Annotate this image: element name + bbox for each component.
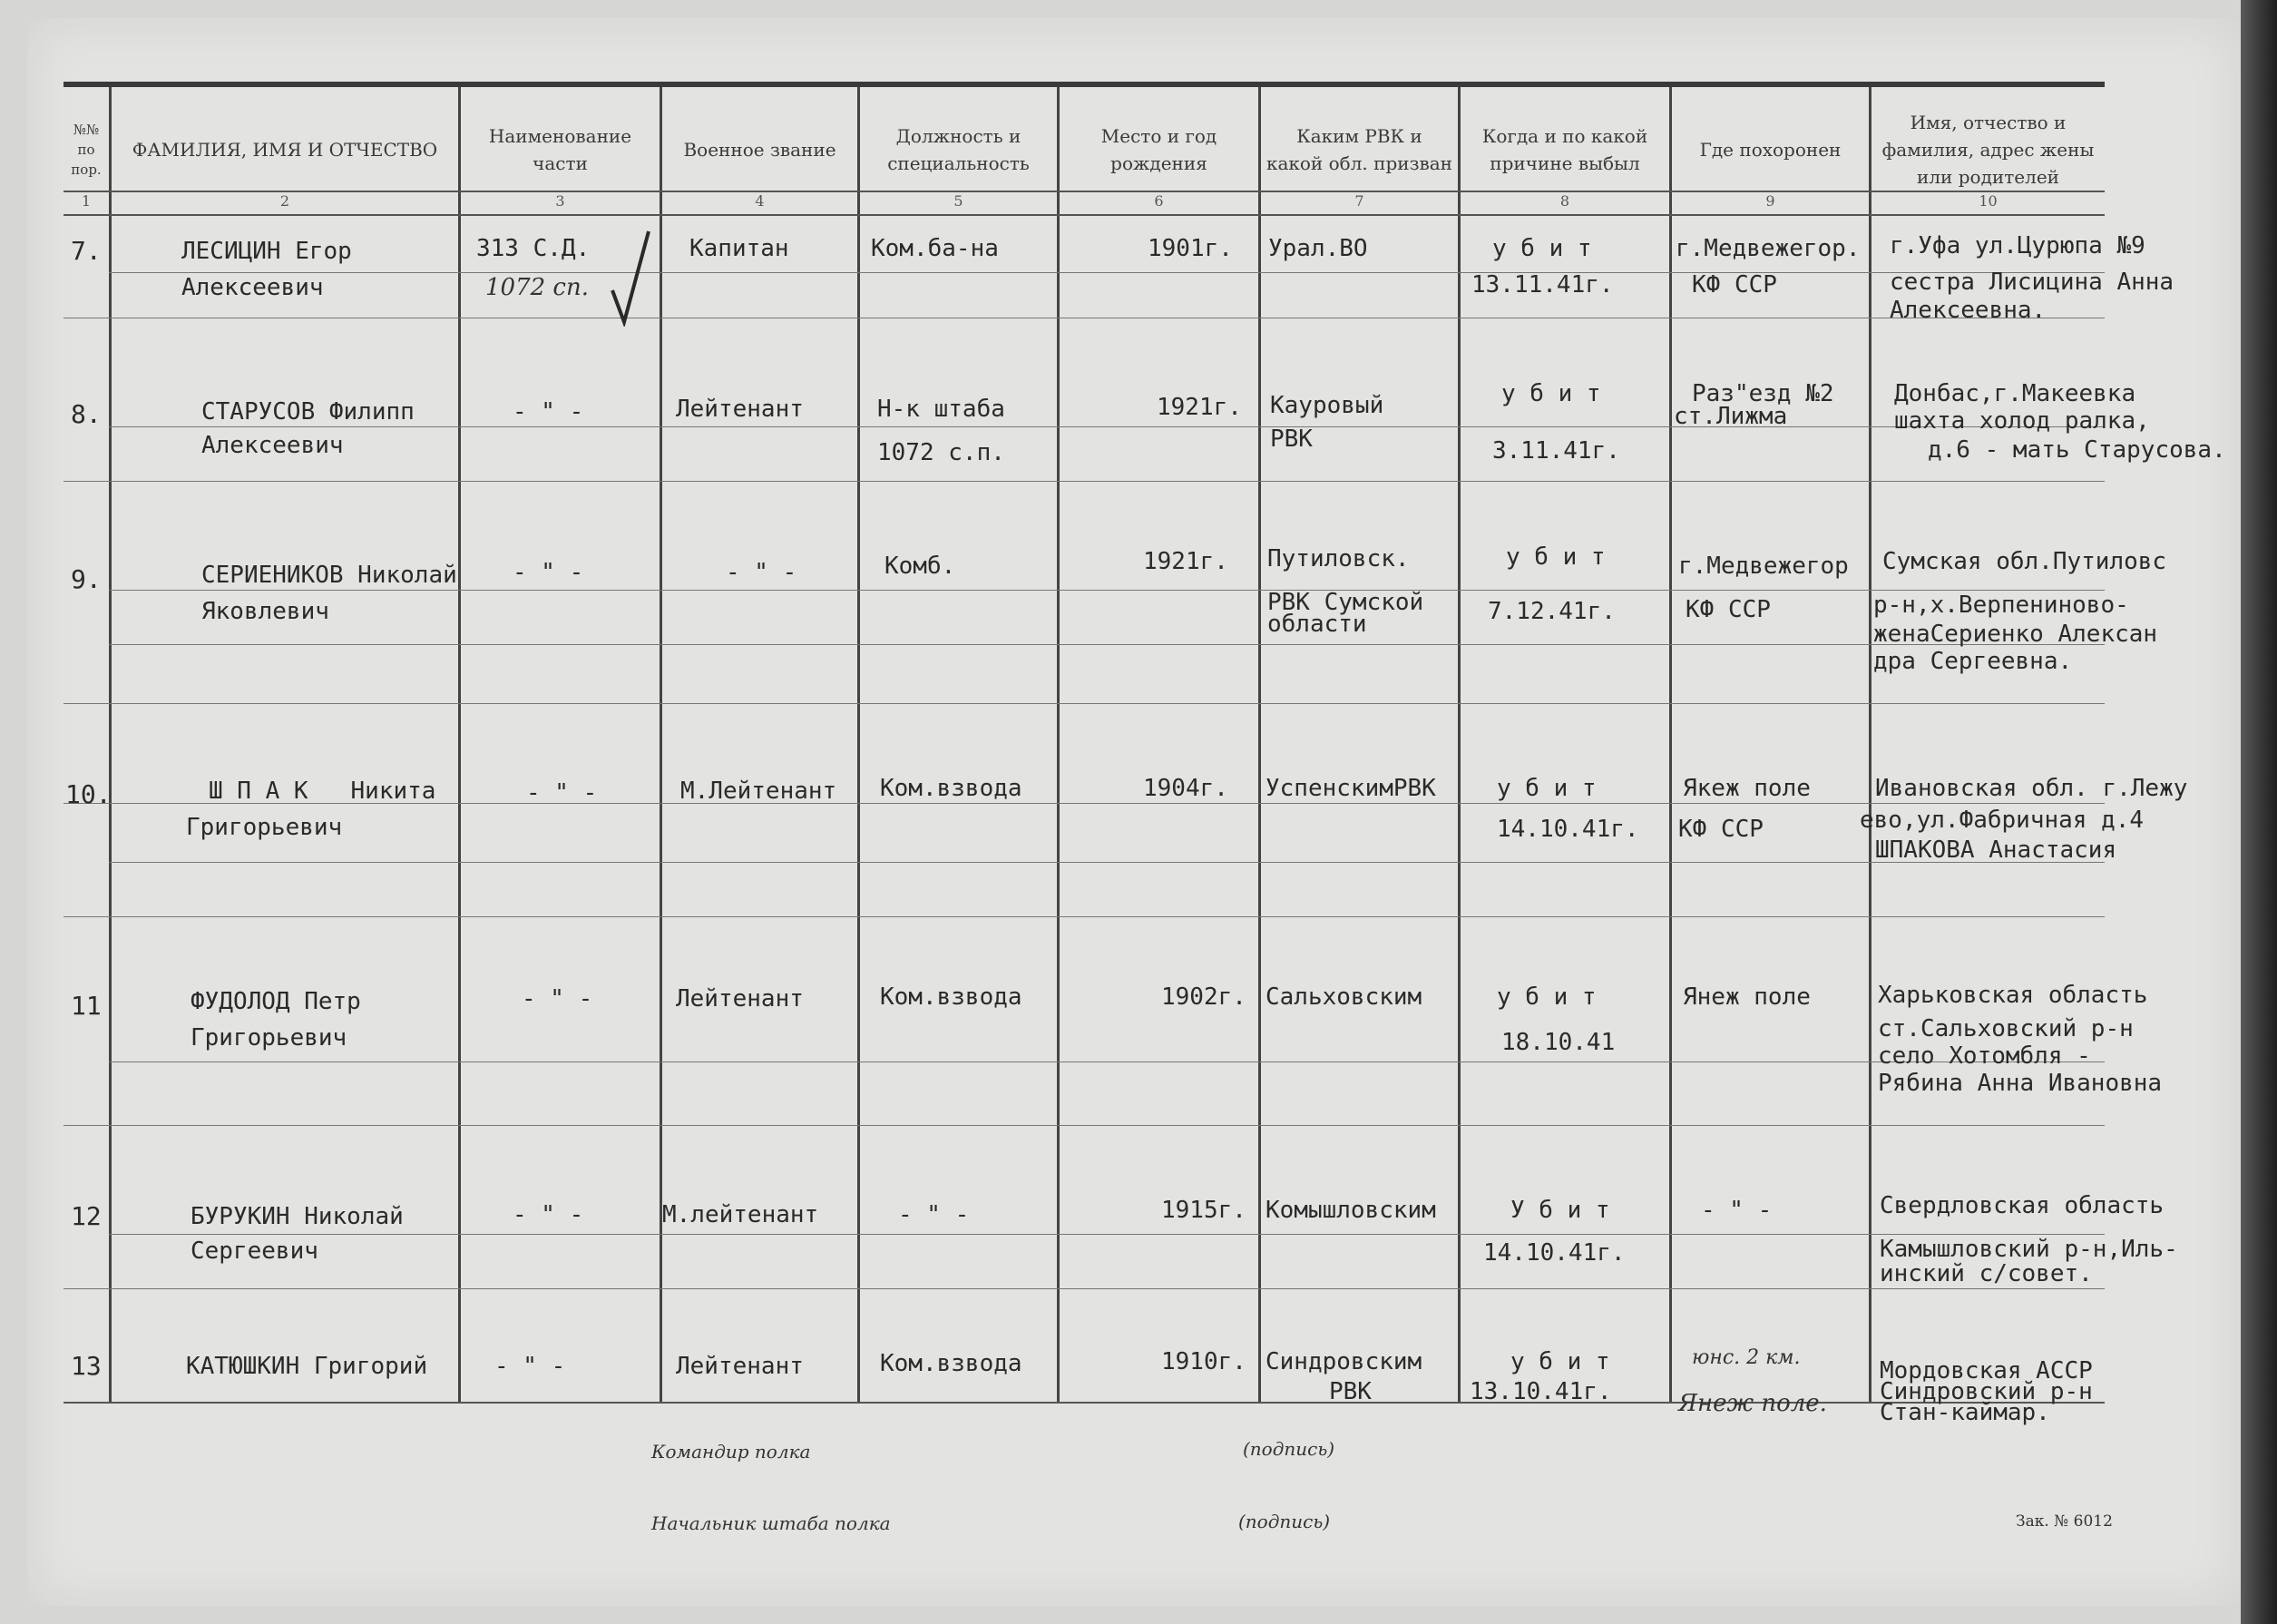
header-relatives: Имя, отчество и фамилия, адрес жены или родителей xyxy=(1881,112,2095,188)
rvk-detail: РВК xyxy=(1270,426,1313,453)
soldier-name: БУРУКИН Николай xyxy=(191,1203,404,1230)
burial-place: г.Медвежегор xyxy=(1678,553,1849,580)
date: 13.11.41г. xyxy=(1471,271,1614,298)
rvk-detail: РВК xyxy=(1329,1378,1372,1405)
birth-year: 1901г. xyxy=(1148,235,1233,262)
date: 14.10.41г. xyxy=(1483,1239,1626,1267)
date: 3.11.41г. xyxy=(1492,437,1620,465)
position-detail: 1072 с.п. xyxy=(877,439,1005,466)
row-rule xyxy=(64,916,2105,917)
col-divider xyxy=(857,87,860,1403)
soldier-name: СТАРУСОВ Филипп xyxy=(201,398,415,426)
row-number: 12 xyxy=(71,1201,102,1231)
burial-region-handwritten: Янеж поле. xyxy=(1678,1390,1827,1417)
rvk: Урал.ВО xyxy=(1268,235,1368,262)
rvk-detail: области xyxy=(1267,611,1367,638)
birth-year: 1910г. xyxy=(1161,1348,1246,1375)
col-divider xyxy=(109,87,112,1403)
header-num: №№ по пор. xyxy=(71,122,102,178)
checkmark-icon xyxy=(608,227,653,327)
soldier-patronymic: Григорьевич xyxy=(186,814,343,841)
column-number: 3 xyxy=(555,192,565,210)
rvk: Синдровским xyxy=(1266,1348,1422,1375)
relatives-line: Мордовская АССР xyxy=(1880,1357,2093,1384)
header-rule xyxy=(64,214,2105,216)
burial-region: КФ ССР xyxy=(1686,596,1771,623)
scan-edge xyxy=(2241,0,2277,1624)
column-number: 5 xyxy=(953,192,963,210)
rank: Лейтенант xyxy=(676,1353,804,1380)
burial-place: Раз"езд №2 xyxy=(1692,380,1834,407)
birth-year: 1902г. xyxy=(1161,983,1246,1011)
column-number: 7 xyxy=(1354,192,1364,210)
column-number: 2 xyxy=(279,192,290,210)
unit-name: 313 С.Д. xyxy=(476,235,591,262)
relatives-line: Свердловская область xyxy=(1880,1192,2165,1219)
row-number: 8. xyxy=(71,399,102,429)
unit-name: - " - xyxy=(513,1201,584,1228)
rank: - " - xyxy=(726,559,797,586)
soldier-name: ФУДОЛОД Петр xyxy=(191,988,361,1015)
row-rule xyxy=(109,1061,2105,1062)
row-rule xyxy=(64,1125,2105,1126)
unit-name: - " - xyxy=(513,559,584,586)
reason: у б и т xyxy=(1506,543,1606,571)
column-number: 6 xyxy=(1154,192,1164,210)
header-rvk: Каким РВК и какой обл. призван xyxy=(1266,125,1453,174)
row-number: 13 xyxy=(71,1351,102,1381)
column-number: 1 xyxy=(81,192,92,210)
soldier-patronymic: Сергеевич xyxy=(191,1238,318,1265)
relatives-line: Синдровский р-н xyxy=(1880,1378,2093,1405)
relatives-line: Алексеевна. xyxy=(1890,297,2047,324)
row-number: 10. xyxy=(65,779,112,809)
soldier-name: ЛЕСИЦИН Егор xyxy=(181,238,352,265)
rvk-detail: РВК Сумской xyxy=(1267,589,1424,616)
rvk: Кауровый xyxy=(1270,392,1384,419)
rvk: Сальховским xyxy=(1266,983,1422,1011)
unit-name: - " - xyxy=(522,985,593,1013)
column-number: 10 xyxy=(1979,192,1998,210)
relatives-line: г.Уфа ул.Цурюпа №9 xyxy=(1890,232,2145,259)
reason: у б и т xyxy=(1497,983,1597,1011)
relatives-line: д.6 - мать Старусова. xyxy=(1928,436,2226,464)
row-rule xyxy=(109,862,2105,863)
col-divider xyxy=(1458,87,1461,1403)
birth-year: 1921г. xyxy=(1143,548,1228,575)
soldier-patronymic: Яковлевич xyxy=(201,598,329,625)
rank: М.лейтенант xyxy=(662,1201,819,1228)
col-divider xyxy=(1057,87,1060,1403)
relatives-line: шахта холод ралка, xyxy=(1894,407,2150,435)
order-number: Зак. № 6012 xyxy=(2016,1512,2113,1531)
rank: Капитан xyxy=(689,235,789,262)
commander-label: Командир полка xyxy=(651,1441,811,1463)
col-divider xyxy=(1669,87,1672,1403)
row-number: 7. xyxy=(71,236,102,266)
burial-place: Янеж поле xyxy=(1683,983,1811,1011)
column-number: 9 xyxy=(1765,192,1775,210)
header-burial: Где похоронен xyxy=(1699,139,1842,161)
unit-name: - " - xyxy=(513,398,584,426)
relatives-line: Камышловский р-н,Иль- xyxy=(1880,1236,2178,1263)
soldier-patronymic: Григорьевич xyxy=(191,1024,347,1052)
col-divider xyxy=(458,87,461,1403)
date: 13.10.41г. xyxy=(1470,1378,1612,1405)
header-position: Должность и специальность xyxy=(887,125,1030,174)
position: Ком.ба-на xyxy=(871,235,999,262)
row-rule xyxy=(109,272,2105,273)
reason: у б и т xyxy=(1497,775,1597,802)
position: Ком.взвода xyxy=(880,775,1022,802)
rank: М.Лейтенант xyxy=(680,778,837,805)
soldier-patronymic: Алексеевич xyxy=(181,274,324,301)
relatives-line: дра Сергеевна. xyxy=(1873,648,2073,675)
row-rule xyxy=(109,1234,2105,1235)
unit-name: - " - xyxy=(494,1353,566,1380)
row-rule xyxy=(109,644,2105,645)
birth-year: 1904г. xyxy=(1143,775,1228,802)
burial-region: КФ ССР xyxy=(1692,271,1777,298)
signature-label: (подпись) xyxy=(1243,1438,1335,1460)
rvk: Путиловск. xyxy=(1267,545,1410,572)
relatives-line: женаСериенко Алексан xyxy=(1873,621,2158,648)
relatives-line: инский с/совет. xyxy=(1880,1260,2093,1287)
burial-place: г.Медвежегор. xyxy=(1676,235,1861,262)
relatives-line: село Хотомбля - xyxy=(1878,1042,2091,1070)
position: - " - xyxy=(898,1201,970,1228)
burial-region: КФ ССР xyxy=(1678,816,1764,843)
relatives-line: Ивановская обл. г.Лежу xyxy=(1875,775,2188,802)
row-number: 9. xyxy=(71,564,102,594)
signature-label: (подпись) xyxy=(1238,1511,1331,1532)
position: Ком.взвода xyxy=(880,1350,1022,1377)
header-rank: Военное звание xyxy=(683,139,836,161)
date: 7.12.41г. xyxy=(1488,598,1616,625)
relatives-line: Сумская обл.Путиловс xyxy=(1882,548,2167,575)
reason: у б и т xyxy=(1501,380,1601,407)
position: Н-к штаба xyxy=(877,396,1005,423)
rvk: Комышловским xyxy=(1266,1197,1436,1224)
relatives-line: Донбас,г.Макеевка xyxy=(1894,380,2136,407)
header-birth: Место и год рождения xyxy=(1100,125,1217,174)
row-rule xyxy=(64,703,2105,704)
date: 18.10.41 xyxy=(1501,1029,1616,1056)
row-rule xyxy=(64,481,2105,482)
burial-place: - " - xyxy=(1701,1197,1773,1224)
rvk: УспенскимРВК xyxy=(1266,775,1436,802)
row-number: 11 xyxy=(71,991,102,1021)
rank: Лейтенант xyxy=(676,985,804,1013)
birth-year: 1921г. xyxy=(1157,394,1242,421)
reason: у б и т xyxy=(1510,1348,1610,1375)
relatives-line: сестра Лисицина Анна xyxy=(1890,269,2174,296)
reason: у б и т xyxy=(1492,235,1592,262)
col-divider xyxy=(1869,87,1871,1403)
position: Ком.взвода xyxy=(880,983,1022,1011)
header-name: ФАМИЛИЯ, ИМЯ И ОТЧЕСТВО xyxy=(132,139,438,161)
relatives-line: ево,ул.Фабричная д.4 xyxy=(1860,807,2145,834)
soldier-name: Ш П А К Никита xyxy=(209,778,436,805)
header-unit: Наименование части xyxy=(488,125,632,174)
relatives-line: Харьковская область xyxy=(1878,982,2148,1009)
reason: У б и т xyxy=(1510,1197,1610,1224)
unit-name: - " - xyxy=(526,779,598,807)
relatives-line: ст.Сальховский р-н xyxy=(1878,1015,2134,1042)
rank: Лейтенант xyxy=(676,396,804,423)
col-divider xyxy=(1258,87,1261,1403)
birth-year: 1915г. xyxy=(1161,1197,1246,1224)
soldier-name: СЕРИЕНИКОВ Николай xyxy=(201,562,457,589)
column-number: 8 xyxy=(1559,192,1570,210)
unit-handwritten: 1072 сп. xyxy=(485,274,590,301)
relatives-line: р-н,х.Верпениново- xyxy=(1873,592,2129,619)
soldier-patronymic: Алексеевич xyxy=(201,432,344,459)
relatives-line: ШПАКОВА Анастасия xyxy=(1875,836,2117,864)
top-rule xyxy=(64,82,2105,87)
column-number: 4 xyxy=(755,192,765,210)
header-reason: Когда и по какой причине выбыл xyxy=(1481,125,1648,174)
soldier-name: КАТЮШКИН Григорий xyxy=(186,1353,428,1380)
date: 14.10.41г. xyxy=(1497,816,1639,843)
row-rule xyxy=(64,1288,2105,1289)
relatives-line: Стан-каймар. xyxy=(1880,1399,2050,1426)
burial-place: Якеж поле xyxy=(1683,775,1811,802)
burial-place-handwritten: юнс. 2 км. xyxy=(1692,1346,1801,1369)
position: Комб. xyxy=(884,553,956,580)
relatives-line: Рябина Анна Ивановна xyxy=(1878,1070,2163,1097)
burial-region: ст.Лижма xyxy=(1674,403,1788,430)
chief-of-staff-label: Начальник штаба полка xyxy=(651,1512,891,1534)
